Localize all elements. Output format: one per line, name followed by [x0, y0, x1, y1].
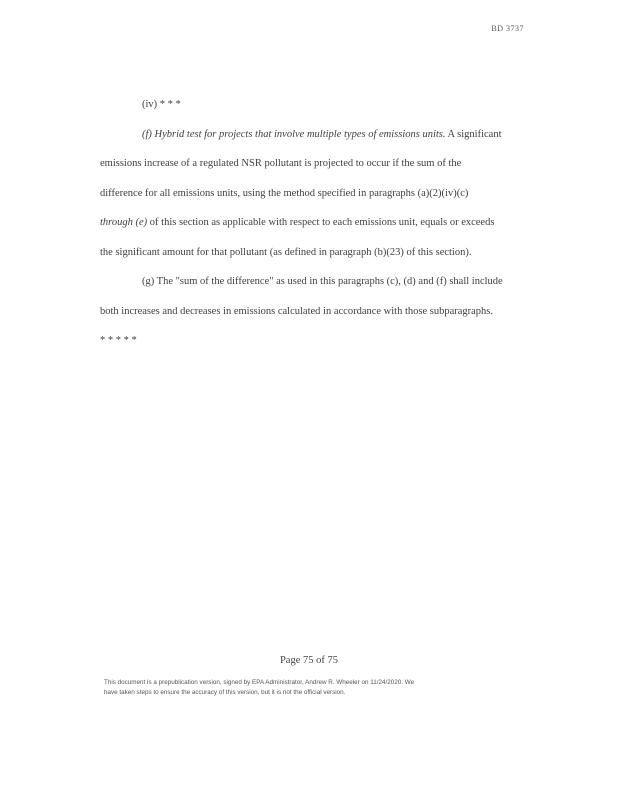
paragraph-f-line-2: emissions increase of a regulated NSR pollutant is projected to occur if the sum of the	[100, 158, 462, 169]
paragraph-f-line-1	[100, 120, 530, 150]
document-code: BD 3737	[491, 24, 524, 33]
paragraph-f-line-5: the significant amount for that pollutant (as defined in paragraph (b)(23) of this section).	[100, 246, 472, 258]
regulation-text	[100, 90, 530, 356]
prepublication-disclaimer	[104, 678, 524, 698]
paragraph-f-heading: (f) Hybrid test for projects that involve multiple types of emissions units.	[142, 128, 446, 140]
page-number: Page 75 of 75	[279, 655, 339, 666]
omission-marker: * * * * *	[100, 335, 137, 346]
paragraph-f-line-3: difference for all emissions units, using the method specified in paragraphs (a)(2)(iv)(c)	[100, 187, 469, 199]
paragraph-f-ref-italic: through (e)	[100, 217, 148, 228]
paragraph-g-line-1: (g) The "sum of the difference" as used in this paragraphs (c), (d) and (f) shall include	[142, 276, 503, 287]
paragraph-f-line-4-text: of this section as applicable with respect to each emissions unit, equals or exceeds	[147, 217, 495, 228]
disclaimer-line-2: have taken steps to ensure the accuracy of this version, but it is not the official version.	[104, 689, 346, 696]
paragraph-g-line-2: both increases and decreases in emissions calculated in accordance with those subparagraphs.	[100, 305, 494, 317]
disclaimer-line-1: This document is a prepublication version, signed by EPA Administrator, Andrew R. Wheeler on 11/24/2020. We	[104, 679, 415, 686]
subparagraph-iv-marker: (iv) * * *	[142, 99, 181, 110]
paragraph-f-text-start: A significant	[445, 128, 502, 140]
paragraph-f-line-4	[100, 208, 530, 238]
